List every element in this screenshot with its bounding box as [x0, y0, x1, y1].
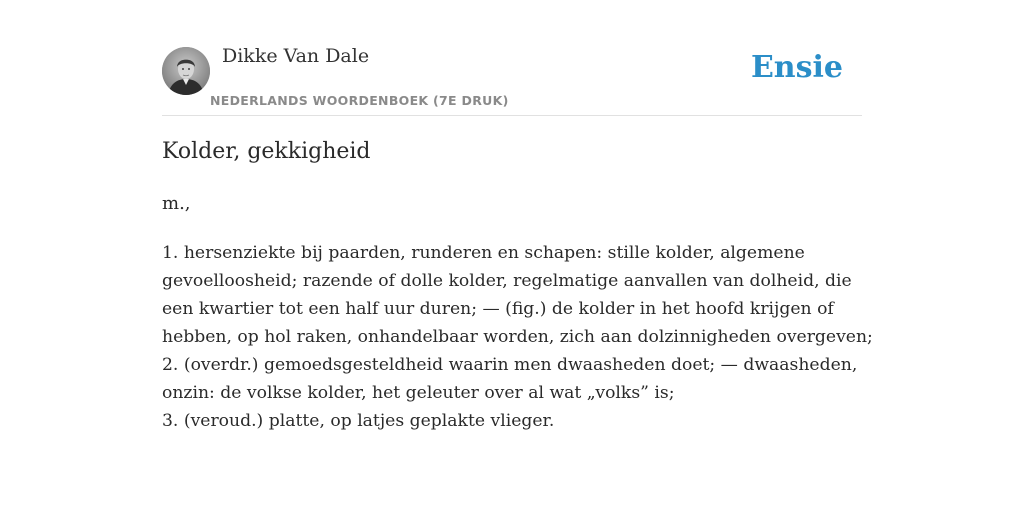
definition-text: [162, 239, 873, 435]
definition-line: een kwartier tot een half uur duren; — (fig.) de kolder in het hoofd krijgen of: [162, 299, 834, 319]
grammar-note: m.,: [162, 193, 191, 214]
entry-card: [162, 0, 873, 512]
definition-line: 2. (overdr.) gemoedsgesteldheid waarin men dwaasheden doet; — dwaasheden,: [162, 355, 858, 375]
source-label[interactable]: NEDERLANDS WOORDENBOEK (7E DRUK): [210, 93, 509, 108]
portrait-icon: [162, 47, 210, 95]
author-avatar[interactable]: [162, 47, 210, 95]
definition-line: gevoelloosheid; razende of dolle kolder, regelmatige aanvallen van dolheid, die: [162, 271, 852, 291]
brand-logo[interactable]: Ensie: [750, 50, 843, 85]
definition-line: hebben, op hol raken, onhandelbaar worden, zich aan dolzinnigheden overgeven;: [162, 327, 873, 347]
entry-title: Kolder, gekkigheid: [162, 139, 371, 164]
author-name[interactable]: Dikke Van Dale: [222, 45, 370, 67]
definition-line: 1. hersenziekte bij paarden, runderen en schapen: stille kolder, algemene: [162, 243, 805, 263]
definition-line: 3. (veroud.) platte, op latjes geplakte vlieger.: [162, 411, 555, 431]
definition-line: onzin: de volkse kolder, het geleuter over al wat „volks” is;: [162, 383, 675, 403]
entry-header: [162, 0, 862, 116]
